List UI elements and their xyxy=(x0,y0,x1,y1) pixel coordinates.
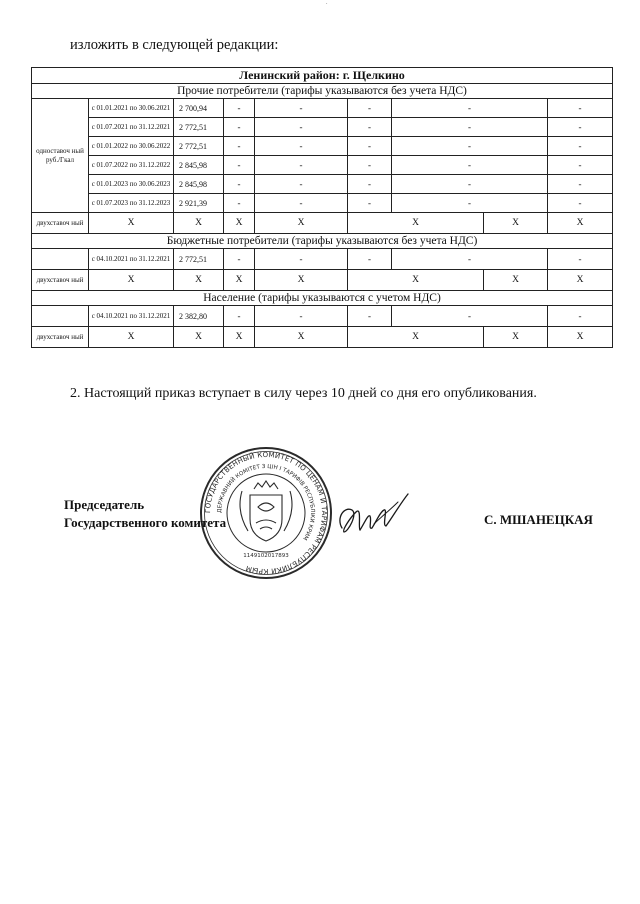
single-rate-label: одноставоч ный руб./Гкал xyxy=(32,99,89,213)
seal-inner-text: ДЕРЖАВНИЙ КОМІТЕТ З ЦІН І ТАРИФІВ РЕСПУБЛІКИ КРИМ xyxy=(216,463,316,542)
table-row xyxy=(32,118,613,137)
x-cell: Х xyxy=(255,327,348,348)
x-cell: Х xyxy=(348,327,484,348)
role-line-2: Государственного комитета xyxy=(64,515,227,530)
value-cell: - xyxy=(548,175,613,194)
x-cell: Х xyxy=(484,213,548,234)
value-cell: - xyxy=(224,137,255,156)
value-cell: - xyxy=(392,175,548,194)
table-row xyxy=(32,175,613,194)
period-cell: с 04.10.2021 по 31.12.2021 xyxy=(89,306,174,327)
value-cell: - xyxy=(348,137,392,156)
table-row xyxy=(32,99,613,118)
price-cell: 2 382,80 xyxy=(174,306,224,327)
value-cell: - xyxy=(255,194,348,213)
table-row xyxy=(32,306,613,327)
value-cell: - xyxy=(548,99,613,118)
value-cell: - xyxy=(348,175,392,194)
two-rate-label: двухставоч ный xyxy=(32,327,89,348)
value-cell: - xyxy=(348,156,392,175)
section-title-budget: Бюджетные потребители (тарифы указываются без учета НДС) xyxy=(32,234,613,249)
handwritten-signature xyxy=(334,488,414,548)
x-cell: Х xyxy=(224,270,255,291)
value-cell: - xyxy=(392,99,548,118)
x-cell: Х xyxy=(484,270,548,291)
price-cell: 2 772,51 xyxy=(174,137,224,156)
table-row xyxy=(32,270,613,291)
section-title-population: Население (тарифы указываются с учетом НДС) xyxy=(32,291,613,306)
role-line-1: Председатель xyxy=(64,497,145,512)
value-cell: - xyxy=(255,99,348,118)
value-cell: - xyxy=(348,306,392,327)
blank-cell xyxy=(32,249,89,270)
price-cell: 2 845,98 xyxy=(174,156,224,175)
value-cell: - xyxy=(548,156,613,175)
value-cell: - xyxy=(224,156,255,175)
value-cell: - xyxy=(392,306,548,327)
x-cell: Х xyxy=(348,270,484,291)
period-cell: с 01.07.2023 по 31.12.2023 xyxy=(89,194,174,213)
value-cell: - xyxy=(255,156,348,175)
region-header: Ленинский район: г. Щелкино xyxy=(32,68,613,84)
value-cell: - xyxy=(255,249,348,270)
x-cell: Х xyxy=(224,327,255,348)
signatory-name: С. МШАНЕЦКАЯ xyxy=(484,512,593,527)
point-2-text: 2. Настоящий приказ вступает в силу через 10 дней со дня его опубликования. xyxy=(70,386,537,401)
x-cell: Х xyxy=(89,270,174,291)
two-rate-label: двухставоч ный xyxy=(32,213,89,234)
x-cell: Х xyxy=(89,327,174,348)
price-cell: 2 772,51 xyxy=(174,118,224,137)
period-cell: с 04.10.2021 по 31.12.2021 xyxy=(89,249,174,270)
value-cell: - xyxy=(224,194,255,213)
x-cell: Х xyxy=(484,327,548,348)
x-cell: Х xyxy=(348,213,484,234)
x-cell: Х xyxy=(174,270,224,291)
two-rate-label: двухставоч ный xyxy=(32,270,89,291)
x-cell: Х xyxy=(89,213,174,234)
section-title-other: Прочие потребители (тарифы указываются без учета НДС) xyxy=(32,84,613,99)
value-cell: - xyxy=(392,194,548,213)
period-cell: с 01.01.2021 по 30.06.2021 xyxy=(89,99,174,118)
value-cell: - xyxy=(255,306,348,327)
table-row xyxy=(32,327,613,348)
value-cell: - xyxy=(224,118,255,137)
x-cell: Х xyxy=(224,213,255,234)
period-cell: с 01.01.2023 по 30.06.2023 xyxy=(89,175,174,194)
table-row xyxy=(32,156,613,175)
value-cell: - xyxy=(348,249,392,270)
x-cell: Х xyxy=(255,213,348,234)
value-cell: - xyxy=(548,194,613,213)
table-row xyxy=(32,137,613,156)
price-cell: 2 845,98 xyxy=(174,175,224,194)
value-cell: - xyxy=(348,118,392,137)
value-cell: - xyxy=(392,118,548,137)
value-cell: - xyxy=(224,249,255,270)
table-row xyxy=(32,213,613,234)
value-cell: - xyxy=(255,118,348,137)
value-cell: - xyxy=(224,306,255,327)
seal-outer-text: ГОСУДАРСТВЕННЫЙ КОМИТЕТ ПО ЦЕНАМ И ТАРИФАМ РЕСПУБЛИКИ КРЫМ xyxy=(203,450,329,576)
value-cell: - xyxy=(224,99,255,118)
period-cell: с 01.07.2022 по 31.12.2022 xyxy=(89,156,174,175)
x-cell: Х xyxy=(548,327,613,348)
value-cell: - xyxy=(548,137,613,156)
tariff-table xyxy=(31,67,613,348)
signatory-role xyxy=(64,496,226,532)
blank-cell xyxy=(32,306,89,327)
x-cell: Х xyxy=(255,270,348,291)
period-cell: с 01.01.2022 по 30.06.2022 xyxy=(89,137,174,156)
value-cell: - xyxy=(548,306,613,327)
seal-code-text: 1149102017893 xyxy=(243,553,289,559)
price-cell: 2 772,51 xyxy=(174,249,224,270)
value-cell: - xyxy=(255,137,348,156)
intro-text: изложить в следующей редакции: xyxy=(70,37,279,53)
x-cell: Х xyxy=(548,213,613,234)
value-cell: - xyxy=(392,249,548,270)
table-row xyxy=(32,249,613,270)
value-cell: - xyxy=(548,249,613,270)
x-cell: Х xyxy=(174,327,224,348)
value-cell: - xyxy=(392,156,548,175)
value-cell: - xyxy=(548,118,613,137)
value-cell: - xyxy=(392,137,548,156)
price-cell: 2 700,94 xyxy=(174,99,224,118)
period-cell: с 01.07.2021 по 31.12.2021 xyxy=(89,118,174,137)
price-cell: 2 921,39 xyxy=(174,194,224,213)
value-cell: - xyxy=(255,175,348,194)
value-cell: - xyxy=(348,99,392,118)
table-row xyxy=(32,194,613,213)
x-cell: Х xyxy=(174,213,224,234)
x-cell: Х xyxy=(548,270,613,291)
coat-of-arms-icon xyxy=(240,481,292,541)
scan-mark: . xyxy=(326,0,328,6)
value-cell: - xyxy=(224,175,255,194)
value-cell: - xyxy=(348,194,392,213)
